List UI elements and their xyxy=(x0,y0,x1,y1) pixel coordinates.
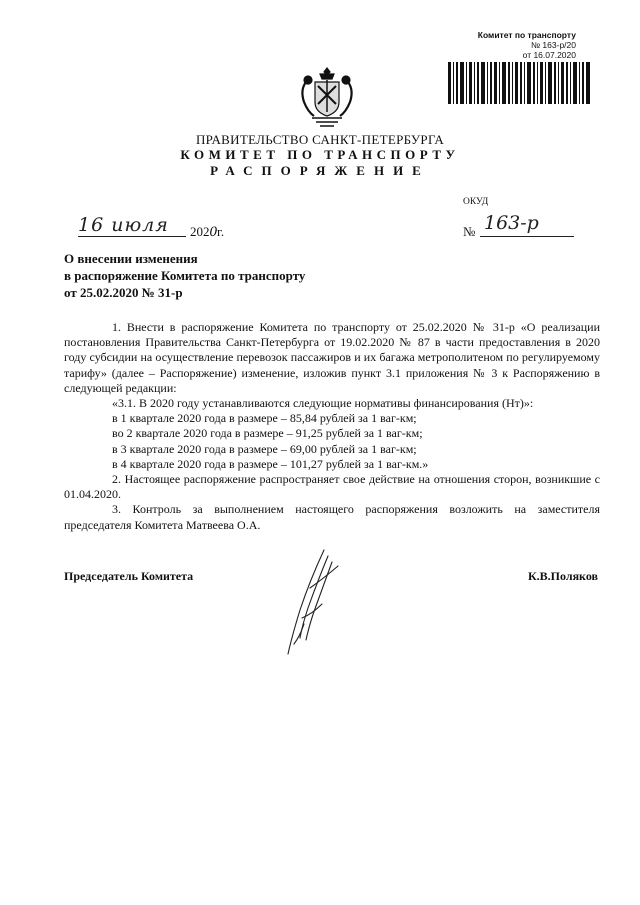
year xyxy=(190,224,224,241)
year-printed: 202 xyxy=(190,224,210,239)
subject-line-1: О внесении изменения xyxy=(64,251,198,266)
committee-title: КОМИТЕТ ПО ТРАНСПОРТУ xyxy=(180,147,460,162)
subject-line-3: от 25.02.2020 № 31-р xyxy=(64,285,183,300)
signatory-name: К.В.Поляков xyxy=(527,569,598,583)
coat-of-arms-icon xyxy=(298,66,356,130)
number-label: № xyxy=(463,224,476,239)
handwritten-signature xyxy=(282,548,352,658)
registration-stamp xyxy=(456,30,576,60)
paragraph-3: 3. Контроль за выполнением настоящего распоряжения возложить на заместителя председателя Комитета Матвеева О.А. xyxy=(64,502,600,532)
handwritten-date: 16 июля xyxy=(78,214,169,236)
signatory-title: Председатель Комитета xyxy=(64,569,194,583)
quote-line-3: во 2 квартале 2020 года в размере – 91,25 рублей за 1 ваг-км; xyxy=(112,426,423,441)
stamp-line-1: Комитет по транспорту xyxy=(477,30,576,40)
government-title: ПРАВИТЕЛЬСТВО САНКТ-ПЕТЕРБУРГА xyxy=(195,132,445,147)
okud-label: ОКУД xyxy=(463,197,489,207)
document-subject xyxy=(64,250,305,301)
quote-line-1: «3.1. В 2020 году устанавливаются следующие нормативы финансирования (Нт)»: xyxy=(112,396,534,411)
paragraph-2: 2. Настоящее распоряжение распространяет свое действие на отношения сторон, возникшие с 01.04.2020. xyxy=(64,472,600,502)
date-underline xyxy=(78,236,186,237)
stamp-line-3: от 16.07.2020 xyxy=(522,50,576,60)
year-suffix: г. xyxy=(217,224,225,239)
handwritten-number: 163-р xyxy=(484,212,539,234)
quote-line-4: в 3 квартале 2020 года в размере – 69,00 рублей за 1 ваг-км; xyxy=(112,441,417,456)
quote-line-5: в 4 квартале 2020 года в размере – 101,27 рублей за 1 ваг-км.» xyxy=(112,456,429,471)
document-body xyxy=(64,320,600,533)
paragraph-1: 1. Внести в распоряжение Комитета по транспорту от 25.02.2020 № 31-р «О реализации постановления Правительства Санкт-Петербурга от 19.02.2020 № 87 в части предоставления в 2020 году субсидии на осуществление перевозок пассажиров и их багажа метрополитеном по регулируемому тарифу» (далее – Распоряжение) изменение, изложив пункт 3.1 приложения № 3 к Распоряжению в следующей редакции: xyxy=(64,320,600,395)
quote-line-2: в 1 квартале 2020 года в размере – 85,84 рублей за 1 ваг-км; xyxy=(112,411,417,426)
document-type: РАСПОРЯЖЕНИЕ xyxy=(210,163,430,178)
barcode-icon xyxy=(448,62,590,104)
year-handwritten: 0 xyxy=(209,224,217,240)
subject-line-2: в распоряжение Комитета по транспорту xyxy=(64,268,306,283)
number-underline xyxy=(480,236,574,237)
stamp-line-2: № 163-р/20 xyxy=(530,40,576,50)
